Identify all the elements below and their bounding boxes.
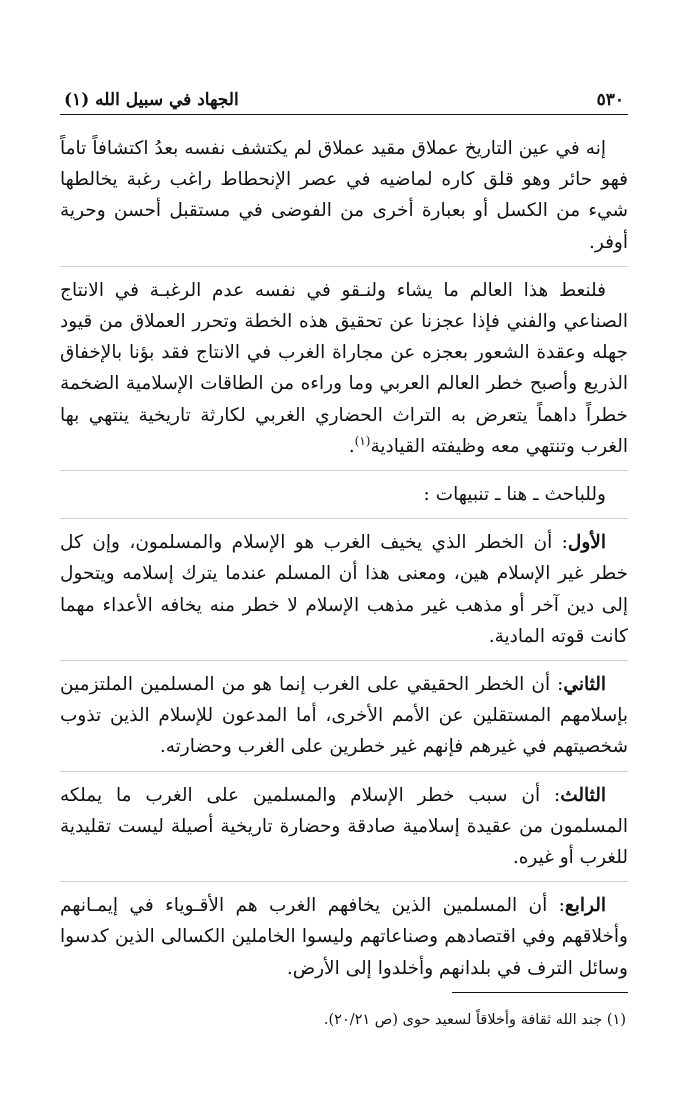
paragraph-first-note <box>60 518 628 652</box>
running-header <box>60 90 628 115</box>
paragraph-text: : أن سبب خطر الإسلام والمسلمين على الغرب ما يملكه المسلمون من عقيدة إسلامية صادقة وحضارة تاريخية أصيلة ليست تقليدية للغرب أو غيره. <box>60 784 628 869</box>
note-term: الثالث <box>560 784 606 806</box>
paragraph-text: وللباحث ـ هنا ـ تنبيهات : <box>423 484 606 506</box>
paragraph-fourth-note <box>60 881 628 984</box>
paragraph-production <box>60 266 628 462</box>
note-term: الثاني <box>563 674 606 696</box>
page-number: ٥٣٠ <box>596 90 624 110</box>
paragraph-text: إنه في عين التاريخ عملاق مقيد عملاق لم يكتشف نفسه بعدُ اكتشافاً تاماً فهو حائر وهو قلق كاره لماضيه في عصر الإنحطاط راغب رغبة يخالطها شيء من الكسل أو بعبارة أخرى من الفوضى في مستقبل أحسن وحرية أوفر. <box>60 138 628 253</box>
footnote: (١) جند الله ثقافة وأخلاقاً لسعيد حوى (ص ٢٠/٢١). <box>323 1012 626 1028</box>
paragraph-third-note <box>60 771 628 874</box>
paragraph-text: : أن المسلمين الذين يخافهم الغرب هم الأقـوياء في إيمـانهم وأخلاقهم وفي اقتصادهم وصناعاتهم وليسوا الخاملين الكسالى الذين كدسوا وسائل الترف في بلدانهم وأخلدوا إلى الأرض. <box>60 895 628 979</box>
running-title: الجهاد في سبيل الله (١) <box>64 90 239 110</box>
paragraph-end: . <box>348 435 355 457</box>
paragraph-text: : أن الخطر الذي يخيف الغرب هو الإسلام والمسلمون، وإن كل خطر غير الإسلام هين، ومعنى هذا أن المسلم عندما يترك إسلامه ويتحول إلى دين آخر أو مذهب غير مذهب الإسلام لا خطر منه يخافه الأعداء مهما كانت قوته المادية. <box>60 532 628 647</box>
paragraph-notes-intro <box>60 470 628 510</box>
paragraph-text: فلنعط هذا العالم ما يشاء ولنـقو في نفسه عدم الرغبـة في الانتاج الصناعي والفني فإذا عجزنا عن تحقيق هذه الخطة وتحرر العملاق من قيود جهله وعقدة الشعور بعجزه عن مجاراة الغرب في الانتاج فقد بؤنا بالإخفاق الذريع وأصبح خطر العالم العربي وما وراءه من الطاقات الإسلامية الضخمة خطراً داهماً يتعرض به التراث الحضاري الغربي لكارثة تاريخية ينتهي بها الغرب وتنتهي معه وظيفته القيادية <box>60 279 628 457</box>
body-text <box>60 133 628 984</box>
note-term: الرابع <box>564 895 606 917</box>
note-term: الأول <box>567 532 606 554</box>
paragraph-second-note <box>60 660 628 763</box>
page <box>60 90 628 984</box>
footnote-reference: (١) <box>354 433 371 448</box>
footnote-divider <box>452 992 628 993</box>
paragraph-giant <box>60 133 628 258</box>
paragraph-text: : أن الخطر الحقيقي على الغرب إنما هو من المسلمين الملتزمين بإسلامهم المستقلين عن الأمم الأخرى، أما المدعون للإسلام الذين تذوب شخصيتهم في غيرهم فإنهم غير خطرين على الغرب وحضارته. <box>60 674 628 758</box>
